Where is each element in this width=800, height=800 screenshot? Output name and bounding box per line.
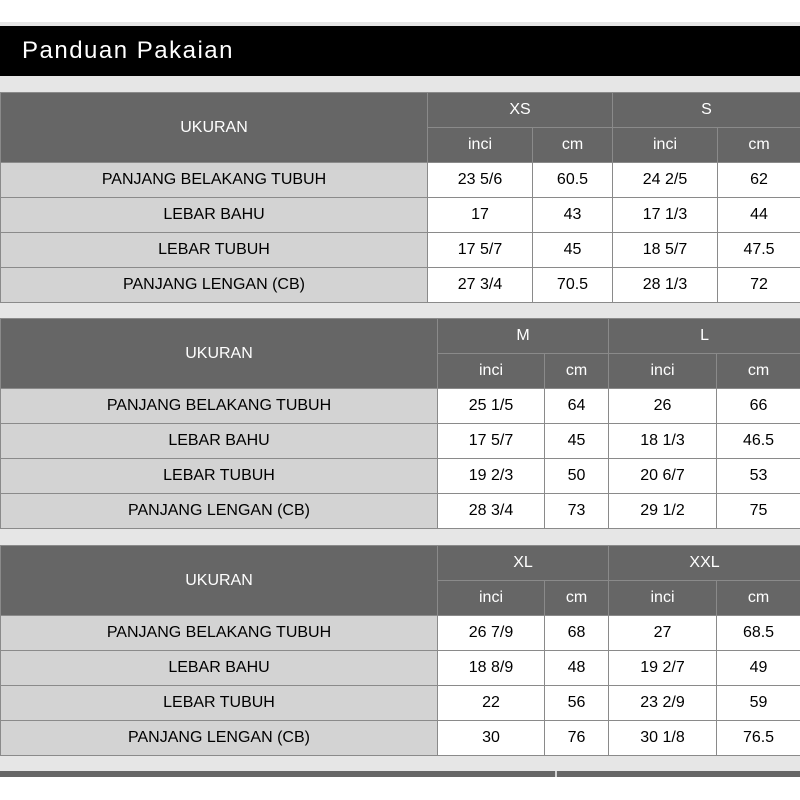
unit-cm: cm: [545, 354, 609, 389]
value-cell: 46.5: [717, 424, 800, 459]
unit-inch: inci: [438, 354, 545, 389]
row-label-back-length: PANJANG BELAKANG TUBUH: [1, 163, 428, 198]
value-cell: 17 5/7: [438, 424, 545, 459]
value-cell: 27 3/4: [428, 268, 533, 303]
value-cell: 72: [718, 268, 800, 303]
table-row: [1, 424, 800, 459]
table-row: [1, 233, 800, 268]
value-cell: 76.5: [717, 721, 800, 756]
value-cell: 22: [438, 686, 545, 721]
value-cell: 66: [717, 389, 800, 424]
size-table-xs-s: [0, 92, 800, 303]
unit-inch: inci: [428, 128, 533, 163]
table-row: [1, 389, 800, 424]
value-cell: 17 5/7: [428, 233, 533, 268]
table-row: [1, 651, 800, 686]
unit-cm: cm: [533, 128, 613, 163]
value-cell: 62: [718, 163, 800, 198]
value-cell: 18 1/3: [609, 424, 717, 459]
value-cell: 53: [717, 459, 800, 494]
table-row: [1, 686, 800, 721]
value-cell: 64: [545, 389, 609, 424]
value-cell: 29 1/2: [609, 494, 717, 529]
unit-inch: inci: [438, 581, 545, 616]
unit-cm: cm: [717, 581, 800, 616]
value-cell: 73: [545, 494, 609, 529]
size-table-m-l: [0, 318, 800, 529]
value-cell: 28 1/3: [613, 268, 718, 303]
title-bar: [0, 26, 800, 76]
value-cell: 26: [609, 389, 717, 424]
value-cell: 75: [717, 494, 800, 529]
value-cell: 23 2/9: [609, 686, 717, 721]
value-cell: 59: [717, 686, 800, 721]
value-cell: 23 5/6: [428, 163, 533, 198]
ukuran-header: UKURAN: [1, 319, 438, 389]
row-label-sleeve-length: PANJANG LENGAN (CB): [1, 268, 428, 303]
unit-inch: inci: [613, 128, 718, 163]
value-cell: 19 2/3: [438, 459, 545, 494]
unit-inch: inci: [609, 354, 717, 389]
value-cell: 49: [717, 651, 800, 686]
table-row: [1, 459, 800, 494]
value-cell: 47.5: [718, 233, 800, 268]
value-cell: 18 8/9: [438, 651, 545, 686]
value-cell: 56: [545, 686, 609, 721]
row-label-body-width: LEBAR TUBUH: [1, 459, 438, 494]
unit-cm: cm: [718, 128, 800, 163]
value-cell: 25 1/5: [438, 389, 545, 424]
value-cell: 27: [609, 616, 717, 651]
unit-cm: cm: [717, 354, 800, 389]
value-cell: 44: [718, 198, 800, 233]
size-header-l: L: [609, 319, 800, 354]
row-label-shoulder-width: LEBAR BAHU: [1, 198, 428, 233]
value-cell: 68: [545, 616, 609, 651]
row-label-shoulder-width: LEBAR BAHU: [1, 651, 438, 686]
value-cell: 30: [438, 721, 545, 756]
size-header-xxl: XXL: [609, 546, 800, 581]
value-cell: 18 5/7: [613, 233, 718, 268]
row-label-back-length: PANJANG BELAKANG TUBUH: [1, 616, 438, 651]
value-cell: 60.5: [533, 163, 613, 198]
ukuran-header: UKURAN: [1, 93, 428, 163]
ukuran-header: UKURAN: [1, 546, 438, 616]
row-label-sleeve-length: PANJANG LENGAN (CB): [1, 494, 438, 529]
size-header-s: S: [613, 93, 800, 128]
unit-cm: cm: [545, 581, 609, 616]
value-cell: 45: [533, 233, 613, 268]
value-cell: 45: [545, 424, 609, 459]
value-cell: 17: [428, 198, 533, 233]
value-cell: 20 6/7: [609, 459, 717, 494]
value-cell: 76: [545, 721, 609, 756]
value-cell: 43: [533, 198, 613, 233]
table-row: [1, 268, 800, 303]
row-label-body-width: LEBAR TUBUH: [1, 233, 428, 268]
value-cell: 28 3/4: [438, 494, 545, 529]
value-cell: 19 2/7: [609, 651, 717, 686]
value-cell: 48: [545, 651, 609, 686]
size-header-xs: XS: [428, 93, 613, 128]
table-row: [1, 494, 800, 529]
value-cell: 24 2/5: [613, 163, 718, 198]
table-row: [1, 163, 800, 198]
size-header-m: M: [438, 319, 609, 354]
size-table-xl-xxl: [0, 545, 800, 756]
top-margin: [0, 0, 800, 22]
table-row: [1, 721, 800, 756]
table-row: [1, 616, 800, 651]
table-row: [1, 198, 800, 233]
unit-inch: inci: [609, 581, 717, 616]
row-label-sleeve-length: PANJANG LENGAN (CB): [1, 721, 438, 756]
size-header-xl: XL: [438, 546, 609, 581]
value-cell: 30 1/8: [609, 721, 717, 756]
row-label-body-width: LEBAR TUBUH: [1, 686, 438, 721]
bottom-margin: [0, 777, 800, 800]
value-cell: 17 1/3: [613, 198, 718, 233]
value-cell: 68.5: [717, 616, 800, 651]
page-title: Panduan Pakaian: [22, 37, 234, 64]
value-cell: 50: [545, 459, 609, 494]
row-label-back-length: PANJANG BELAKANG TUBUH: [1, 389, 438, 424]
value-cell: 26 7/9: [438, 616, 545, 651]
row-label-shoulder-width: LEBAR BAHU: [1, 424, 438, 459]
value-cell: 70.5: [533, 268, 613, 303]
